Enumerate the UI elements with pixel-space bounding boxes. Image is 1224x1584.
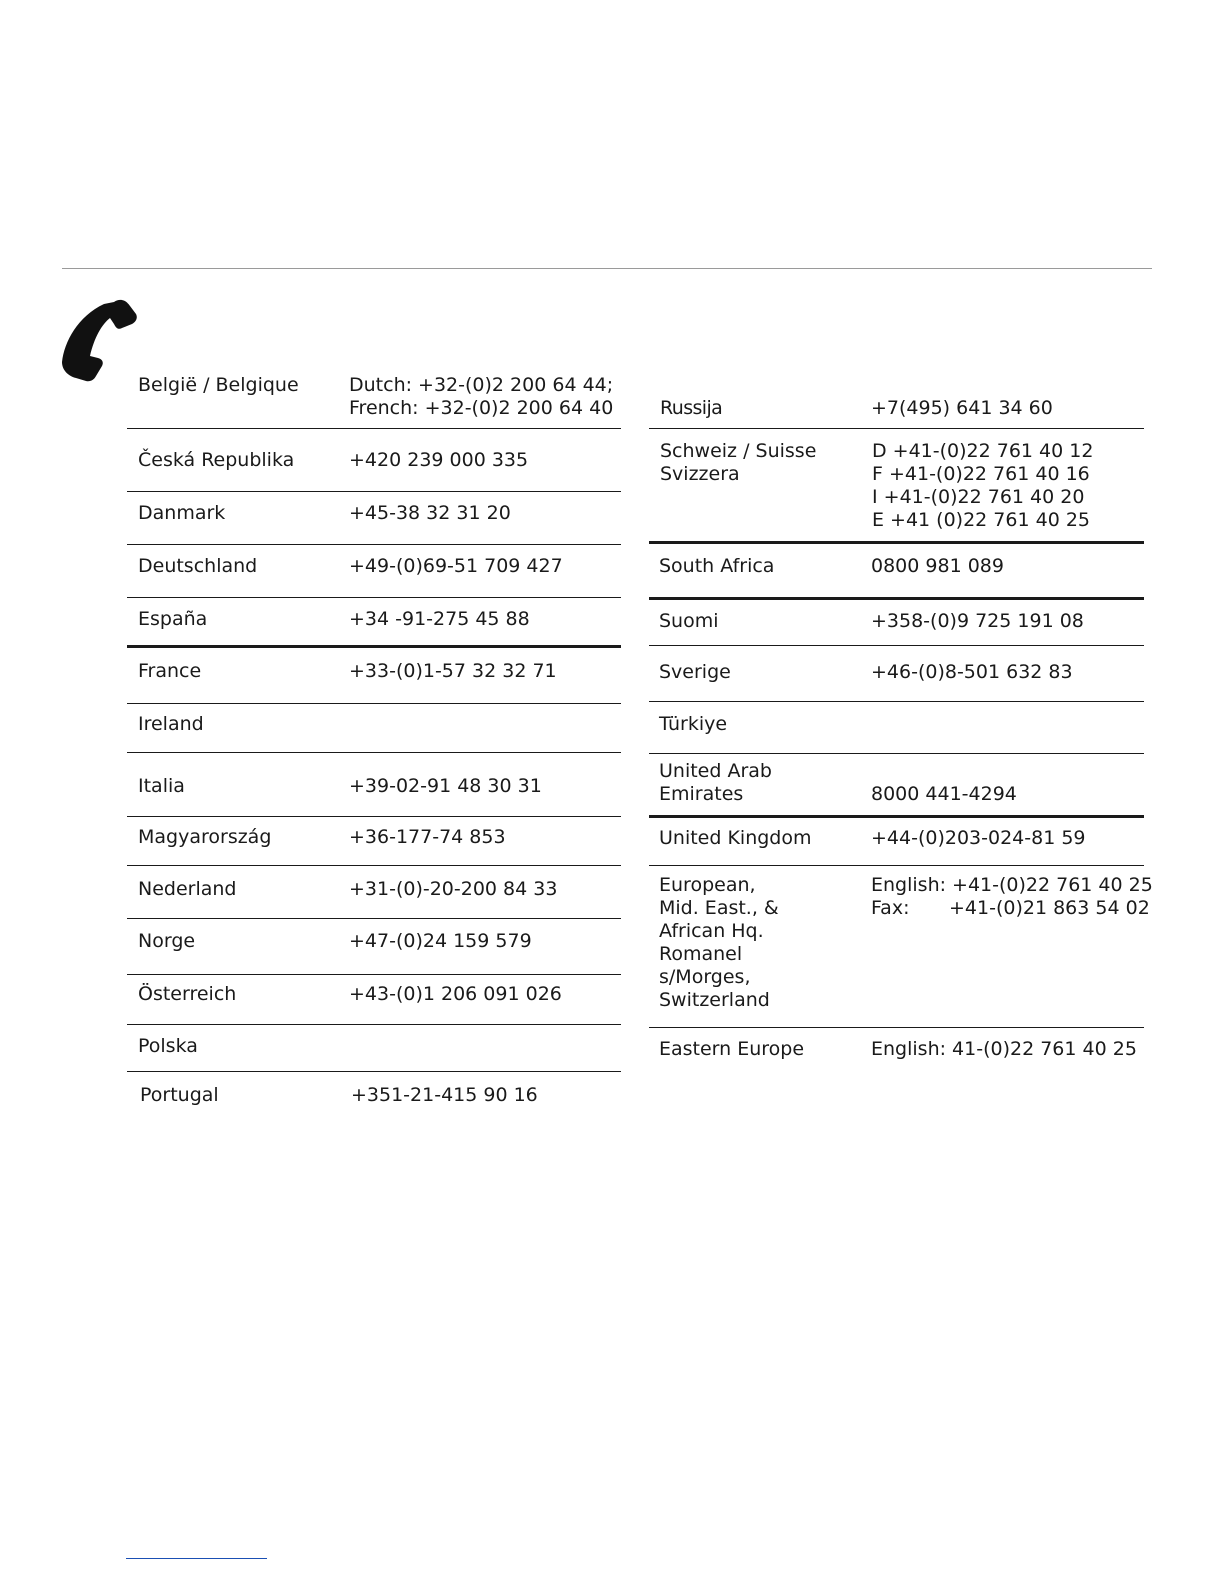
phone-number: D +41-(0)22 761 40 12 [872, 440, 1094, 462]
phone-number: English: 41-(0)22 761 40 25 [871, 1038, 1137, 1060]
table-row [127, 704, 621, 752]
phone-number: +47-(0)24 159 579 [349, 930, 532, 952]
table-row [649, 544, 1144, 597]
country-name: Switzerland [659, 989, 770, 1011]
fax-number-line [871, 897, 1150, 920]
country-name: Eastern Europe [659, 1038, 805, 1060]
country-name: France [138, 660, 202, 682]
phone-number: +33-(0)1-57 32 32 71 [349, 660, 557, 682]
table-row [127, 545, 621, 597]
country-name: Magyarország [138, 826, 272, 848]
phone-number: French: +32-(0)2 200 64 40 [349, 397, 614, 419]
phone-number: 8000 441-4294 [871, 783, 1017, 805]
table-row [649, 702, 1144, 753]
phone-number: E +41 (0)22 761 40 25 [872, 509, 1091, 531]
phone-number: English: +41-(0)22 761 40 25 [871, 874, 1153, 896]
phone-number: 0800 981 089 [871, 555, 1004, 577]
phone-number: +36-177-74 853 [349, 826, 506, 848]
table-row [127, 975, 621, 1024]
phone-number: +45-38 32 31 20 [349, 502, 511, 524]
phone-number: +351-21-415 90 16 [351, 1084, 538, 1106]
country-name: Česká Republika [138, 449, 295, 471]
fax-number: +41-(0)21 863 54 02 [949, 897, 1150, 919]
right-contact-table [649, 372, 1153, 1074]
country-name: Polska [138, 1035, 198, 1057]
country-name: Mid. East., & [659, 897, 779, 919]
phone-number: +34 -91-275 45 88 [349, 608, 530, 630]
country-name: Italia [138, 775, 185, 797]
table-row [127, 817, 621, 865]
table-row [649, 372, 1144, 428]
phone-number: +7(495) 641 34 60 [871, 397, 1053, 419]
country-name: España [138, 608, 208, 630]
table-row [127, 1025, 621, 1071]
country-name: Emirates [659, 783, 744, 805]
phone-number: I +41-(0)22 761 40 20 [872, 486, 1085, 508]
table-row [127, 866, 621, 918]
table-row [127, 648, 621, 703]
left-contact-table [127, 372, 621, 1118]
country-name: African Hq. [659, 920, 764, 942]
country-name: Norge [138, 930, 196, 952]
country-name: Russija [660, 397, 723, 419]
phone-number: Dutch: +32-(0)2 200 64 44; [349, 374, 614, 396]
phone-number: +43-(0)1 206 091 026 [349, 983, 562, 1005]
country-name: Sverige [659, 661, 731, 683]
country-name: Österreich [138, 983, 237, 1005]
table-row [127, 372, 621, 428]
country-name: United Arab [659, 760, 772, 782]
table-row [127, 598, 621, 645]
phone-number: +44-(0)203-024-81 59 [871, 827, 1086, 849]
footer-rule [126, 1558, 267, 1559]
phone-handset-icon [56, 296, 138, 388]
phone-number: +49-(0)69-51 709 427 [349, 555, 563, 577]
country-name: Schweiz / Suisse [660, 440, 817, 462]
table-row [127, 429, 621, 491]
country-name: South Africa [659, 555, 775, 577]
phone-number: +46-(0)8-501 632 83 [871, 661, 1073, 683]
country-name: Nederland [138, 878, 237, 900]
table-row [127, 919, 621, 974]
table-row [649, 646, 1144, 701]
country-name: Romanel [659, 943, 743, 965]
table-row [649, 866, 1153, 1027]
phone-number: +39-02-91 48 30 31 [349, 775, 542, 797]
table-row [649, 1028, 1144, 1074]
country-name: European, [659, 874, 756, 896]
phone-number: +420 239 000 335 [349, 449, 529, 471]
phone-number: +31-(0)-20-200 84 33 [349, 878, 558, 900]
fax-label: Fax: [871, 897, 910, 919]
country-name: Danmark [138, 502, 226, 524]
country-name: Suomi [659, 610, 719, 632]
country-name: België / Belgique [138, 374, 299, 396]
country-name: Portugal [140, 1084, 219, 1106]
table-row [649, 754, 1144, 815]
country-name: United Kingdom [659, 827, 812, 849]
phone-number: +358-(0)9 725 191 08 [871, 610, 1084, 632]
country-name: Ireland [138, 713, 204, 735]
country-name: s/Morges, [659, 966, 751, 988]
table-row [649, 429, 1144, 541]
table-row [649, 600, 1144, 645]
table-row [649, 818, 1144, 865]
table-row [127, 492, 621, 544]
header-divider [62, 268, 1152, 269]
table-row [127, 753, 621, 816]
country-name: Türkiye [659, 713, 728, 735]
country-name: Deutschland [138, 555, 258, 577]
country-name: Svizzera [660, 463, 740, 485]
phone-number: F +41-(0)22 761 40 16 [872, 463, 1090, 485]
table-row [127, 1072, 621, 1118]
